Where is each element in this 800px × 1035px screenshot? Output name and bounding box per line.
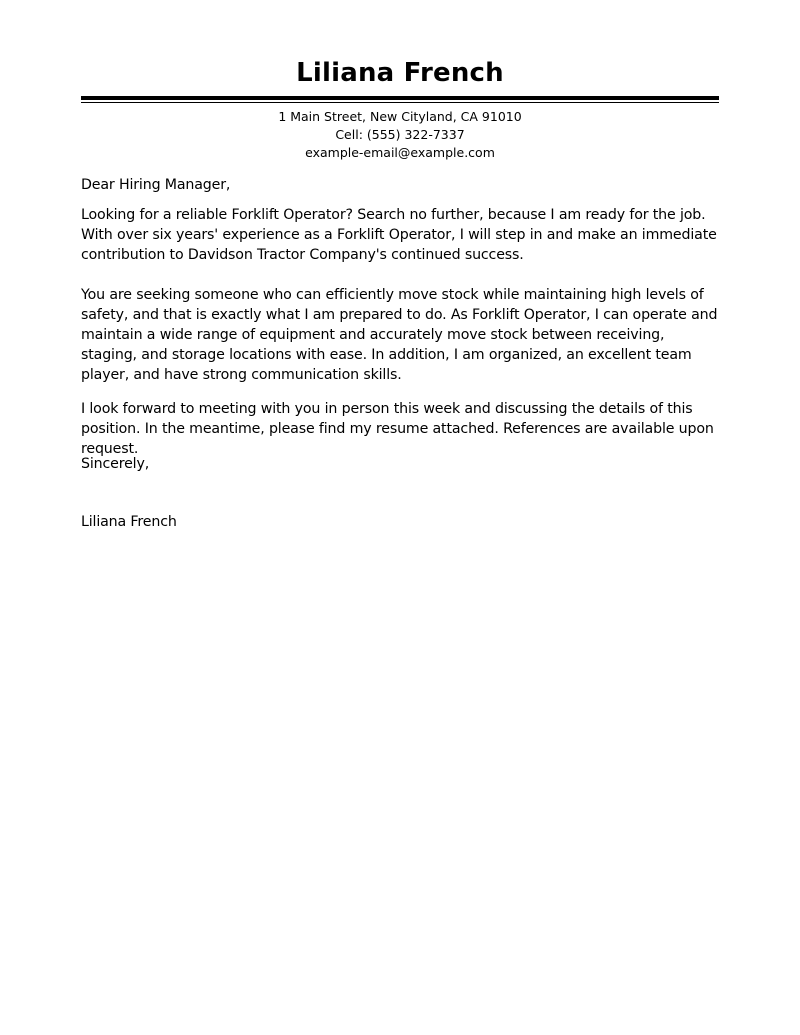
- contact-address: 1 Main Street, New Cityland, CA 91010: [278, 109, 522, 124]
- applicant-name-heading: Liliana French: [296, 58, 504, 88]
- letter-paragraph: I look forward to meeting with you in person this week and discussing the details of this position. In the meantime, please find my resume attached. References are available upon request.: [81, 401, 714, 457]
- letter-paragraph: Looking for a reliable Forklift Operator? Search no further, because I am ready for the job. With over six years' experience as a Forklift Operator, I will step in and make an immediate contribution to Davidson Tractor Company's continued success.: [81, 207, 717, 263]
- header-divider-thick: [81, 96, 719, 100]
- letter-salutation: Dear Hiring Manager,: [81, 177, 231, 193]
- letter-paragraph: You are seeking someone who can efficiently move stock while maintaining high levels of safety, and that is exactly what I am prepared to do. As Forklift Operator, I can operate and maintain a wide range of equipment and accurately move stock between receiving, staging, and storage locations with ease. In addition, I am organized, an excellent team player, and have strong communication skills.: [81, 287, 718, 383]
- contact-phone: Cell: (555) 322-7337: [335, 127, 465, 142]
- header-divider-thin: [81, 102, 719, 103]
- letter-closing: Sincerely,: [81, 456, 150, 472]
- letter-signature-name: Liliana French: [81, 514, 177, 530]
- contact-email: example-email@example.com: [305, 145, 495, 160]
